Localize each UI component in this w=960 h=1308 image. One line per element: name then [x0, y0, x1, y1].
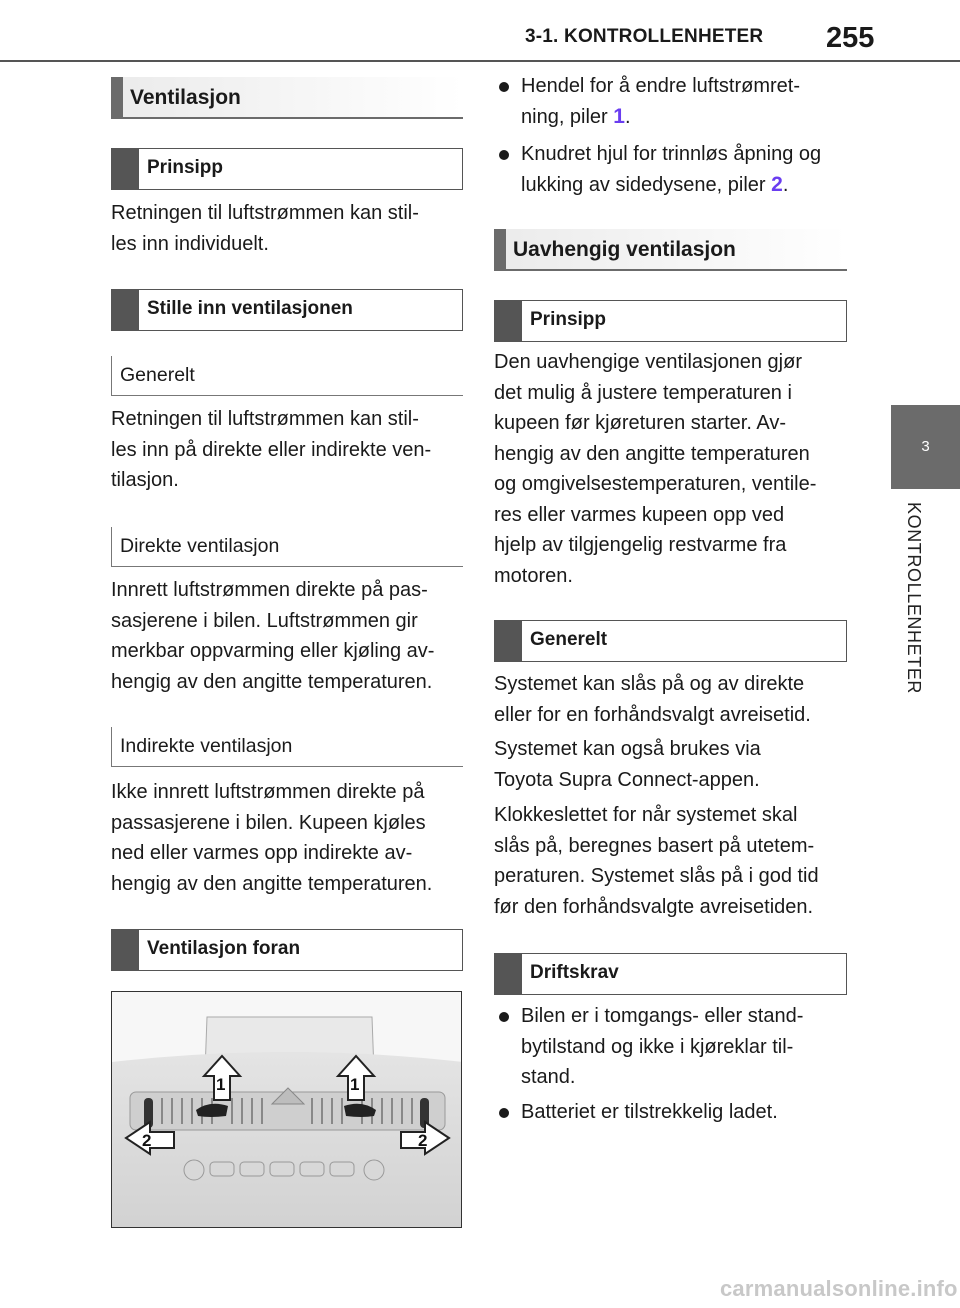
chapter-side-label: KONTROLLENHETER [904, 502, 924, 695]
bullet-text: Bilen er i tomgangs- eller stand- bytilstand og ikke i kjøreklar til- stand. [521, 1005, 804, 1088]
bullet-text: Batteriet er tilstrekkelig ladet. [521, 1101, 778, 1123]
subheading-prinsipp-2 [494, 300, 847, 342]
heading-text: Ventilasjon foran [147, 938, 301, 959]
heading-text: Uavhengig ventilasjon [513, 238, 736, 261]
label-2-right: 2 [418, 1131, 428, 1150]
uavhengig-paragraph: Den uavhengige ventilasjonen gjør det mulig å justere temperaturen i kupeen før kjøreturen starter. Av- hengig av den angitte temperaturen og omgivelsestemperaturen, ventile- res eller varmes kupeen opp ved hjelp av tilgjengelig restvarme fra motoren. [494, 351, 817, 587]
generelt-paragraph: Retningen til luftstrømmen kan stil- les inn på direkte eller indirekte ven- tilasjon. [111, 408, 432, 491]
label-1-right: 1 [350, 1075, 360, 1094]
bullet-dot [499, 150, 509, 160]
heading-text: Driftskrav [530, 962, 619, 983]
heading-text: Indirekte ventilasjon [120, 735, 293, 757]
bullet-dot [499, 82, 509, 92]
bullet-end: . [782, 173, 789, 196]
bullet-idle-state [495, 1001, 855, 1093]
generelt-p3: Klokkeslettet for når systemet skal slås på, beregnes basert på utetem- peraturen. Systemet slås på i god tid før den forhåndsvalgte avreisetiden. [494, 804, 819, 918]
heading-text: Generelt [120, 364, 195, 386]
dashboard-vents-figure [111, 991, 462, 1228]
heading-bar [111, 77, 123, 117]
heading-bar [112, 930, 139, 970]
subheading-indirekte [111, 727, 463, 767]
subheading-ventilasjon-foran [111, 929, 463, 971]
heading-text: Stille inn ventilasjonen [147, 298, 353, 319]
bullet-end: . [624, 105, 631, 128]
bullet-text: Hendel for å endre luftstrømret- ning, piler [521, 75, 800, 128]
heading-bar [112, 149, 139, 189]
prinsipp-paragraph: Retningen til luftstrømmen kan stil- les inn individuelt. [111, 202, 419, 255]
subheading-direkte [111, 527, 463, 567]
subheading-driftskrav [494, 953, 847, 995]
heading-text: Prinsipp [530, 309, 607, 330]
subheading-generelt [111, 356, 463, 396]
heading-bar [495, 301, 522, 341]
dashboard-illustration [112, 992, 462, 1228]
generelt-p1: Systemet kan slås på og av direkte eller for en forhåndsvalgt avreisetid. [494, 673, 811, 726]
bullet-dot [499, 1012, 509, 1022]
subheading-stille-inn [111, 289, 463, 331]
label-2-left: 2 [142, 1131, 152, 1150]
heading-text: Direkte ventilasjon [120, 535, 280, 557]
page-number: 255 [826, 22, 875, 54]
bullet-dot [499, 1108, 509, 1118]
heading-text: Generelt [530, 629, 608, 650]
generelt-p2: Systemet kan også brukes via Toyota Supra Connect-appen. [494, 738, 761, 791]
bullet-wheel [495, 139, 855, 200]
bullet-text: Knudret hjul for trinnløs åpning og lukking av sidedysene, piler [521, 143, 822, 196]
chapter-title: 3-1. KONTROLLENHETER [525, 26, 764, 47]
indirekte-paragraph: Ikke innrett luftstrømmen direkte på passasjerene i bilen. Kupeen kjøles ned eller varmes opp indirekte av- hengig av den angitte temperaturen. [111, 781, 433, 895]
header-rule [0, 60, 960, 62]
heading-bar [112, 290, 139, 330]
heading-text: Ventilasjon [130, 86, 241, 109]
label-1-left: 1 [216, 1075, 226, 1094]
heading-bar [494, 229, 506, 269]
arrow-ref-2: 2 [771, 172, 783, 196]
subheading-generelt-2 [494, 620, 847, 662]
heading-bar [495, 954, 522, 994]
bullet-lever [495, 71, 855, 132]
heading-bar [495, 621, 522, 661]
direkte-paragraph: Innrett luftstrømmen direkte på pas- sasjerene i bilen. Luftstrømmen gir merkbar oppvarming eller kjøling av- hengig av den angitte temperaturen. [111, 579, 435, 693]
bullet-battery [495, 1097, 855, 1128]
chapter-tab[interactable]: 3 [891, 405, 960, 489]
section-heading-ventilasjon [111, 77, 463, 119]
arrow-ref-1: 1 [613, 104, 625, 128]
section-heading-uavhengig [494, 229, 847, 271]
watermark: carmanualsonline.info [720, 1276, 958, 1301]
subheading-prinsipp [111, 148, 463, 190]
heading-text: Prinsipp [147, 157, 224, 178]
